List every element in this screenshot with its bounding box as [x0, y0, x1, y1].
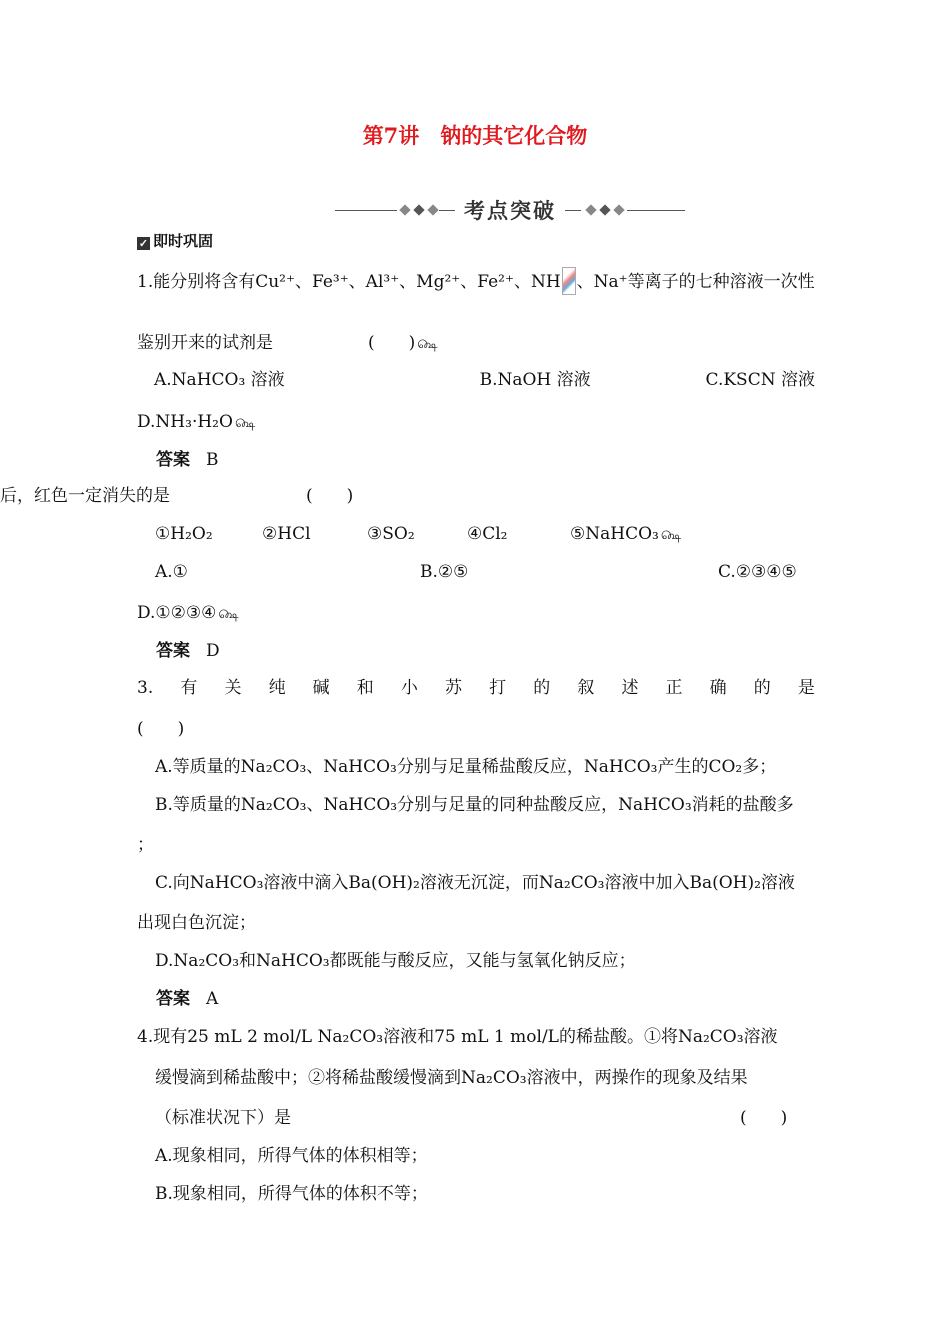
q3-option-d: D.Na₂CO₃和NaHCO₃都既能与酸反应，又能与氢氧化钠反应； — [155, 951, 636, 971]
q3-word: 3. — [137, 678, 154, 698]
section-heading-text: 即时巩固 — [153, 232, 214, 250]
q1-stem-text: 鉴别开来的试剂是 — [137, 333, 273, 353]
banner-right-line — [627, 210, 685, 211]
answer-label: 答案 — [156, 641, 190, 661]
banner-left-line — [335, 210, 397, 211]
q3-word: 小 — [400, 678, 418, 698]
snail-icon: ௸ — [660, 528, 682, 543]
q3-word: 确 — [709, 678, 727, 698]
q3-word: 的 — [533, 678, 551, 698]
q1-answer — [156, 448, 219, 472]
q4-option-a: A.现象相同，所得气体的体积相等； — [155, 1146, 428, 1166]
q1-line1-text: 1.能分别将含有Cu²⁺、Fe³⁺、Al³⁺、Mg²⁺、Fe²⁺、NH — [137, 272, 561, 292]
q2-option-b: B.②⑤ — [420, 562, 469, 582]
diamond-icon — [613, 204, 624, 215]
diamond-icon — [413, 204, 424, 215]
checkbox-icon: ✓ — [138, 237, 149, 250]
q2-answer — [156, 639, 220, 663]
answer-label: 答案 — [156, 989, 190, 1009]
q3-word: 苏 — [445, 678, 462, 698]
q2-item-1: ①H₂O₂ — [155, 524, 213, 544]
q1-paren — [368, 331, 438, 357]
q3-answer — [156, 987, 218, 1011]
q2-item-5-text: ⑤NaHCO₃ — [570, 524, 659, 544]
q1-option-d — [137, 410, 255, 436]
q3-word: 纯 — [268, 678, 286, 698]
q2-option-d-text: D.①②③④ — [137, 603, 217, 623]
diamond-icon — [427, 204, 438, 215]
snail-icon: ௸ — [417, 337, 438, 352]
q1-option-c: C.KSCN 溶液 — [705, 370, 815, 390]
q3-word: 碱 — [312, 678, 330, 698]
q3-word: 有 — [180, 678, 198, 698]
answer-value: D — [206, 641, 220, 661]
q1-line1-end: 、Na⁺等离子的七种溶液一次性 — [576, 272, 815, 292]
q1-option-d-text: D.NH₃·H₂O — [137, 412, 233, 432]
section-banner — [335, 196, 685, 226]
q3-word: 关 — [224, 678, 242, 698]
snail-icon: ௸ — [218, 607, 239, 622]
q2-option-c: C.②③④⑤ — [718, 562, 797, 582]
q1-option-a: A.NaHCO₃ 溶液 — [154, 370, 285, 390]
q3-paren: ( ) — [137, 719, 185, 739]
q2-option-a: A.① — [155, 562, 188, 582]
q3-option-a: A.等质量的Na₂CO₃、NaHCO₃分别与足量稀盐酸反应，NaHCO₃产生的CO₂多； — [155, 757, 777, 777]
q1-stem — [137, 331, 273, 355]
q2-stem-text: 后，红色一定消失的是 — [0, 486, 170, 506]
q3-word: 的 — [753, 678, 771, 698]
banner-text: 考点突破 — [464, 198, 556, 223]
q2-item-5 — [570, 522, 681, 548]
answer-label: 答案 — [156, 450, 190, 470]
diamond-icon — [399, 204, 410, 215]
section-heading — [137, 231, 213, 251]
q3-stem — [137, 676, 815, 700]
q4-paren: ( ) — [740, 1108, 788, 1128]
q4-line2: 缓慢滴到稀盐酸中；②将稀盐酸缓慢滴到Na₂CO₃溶液中，两操作的现象及结果 — [155, 1068, 748, 1088]
diamond-icon — [585, 204, 596, 215]
banner-left-line-short — [439, 210, 455, 211]
q3-word: 和 — [356, 678, 374, 698]
q1-line1 — [137, 267, 815, 295]
q1-paren-text: ( ) — [368, 333, 416, 353]
q3-word: 是 — [797, 678, 815, 698]
q3-option-b: B.等质量的Na₂CO₃、NaHCO₃分别与足量的同种盐酸反应，NaHCO₃消耗的盐酸多 — [155, 795, 794, 815]
q2-item-3: ③SO₂ — [367, 524, 415, 544]
diamond-icon — [599, 204, 610, 215]
snail-icon: ௸ — [234, 416, 256, 431]
q2-item-2: ②HCl — [262, 524, 311, 544]
q3-option-c: C.向NaHCO₃溶液中滴入Ba(OH)₂溶液无沉淀，而Na₂CO₃溶液中加入Ba(OH)₂溶液 — [155, 873, 795, 893]
banner-right-line-short — [565, 210, 581, 211]
q4-line3: （标准状况下）是 — [155, 1108, 291, 1128]
q3-word: 打 — [489, 678, 507, 698]
q4-option-b: B.现象相同，所得气体的体积不等； — [155, 1184, 428, 1204]
q3-word: 述 — [621, 678, 639, 698]
q3-word: 叙 — [577, 678, 595, 698]
q1-option-b: B.NaOH 溶液 — [479, 370, 591, 390]
q3-option-b-cont: ； — [137, 835, 154, 855]
q1-options — [137, 368, 815, 392]
q2-stem — [0, 484, 170, 508]
q4-line1: 4.现有25 mL 2 mol/L Na₂CO₃溶液和75 mL 1 mol/L的稀盐酸。①将Na₂CO₃溶液 — [137, 1027, 778, 1047]
broken-image-icon — [562, 267, 576, 295]
page-title: 第7讲 钠的其它化合物 — [362, 123, 588, 148]
q2-option-d — [137, 601, 239, 627]
q2-item-4: ④Cl₂ — [467, 524, 508, 544]
q2-paren: ( ) — [306, 486, 354, 506]
q3-option-c-cont: 出现白色沉淀； — [137, 913, 256, 933]
q3-word: 正 — [665, 678, 683, 698]
answer-value: B — [206, 450, 219, 470]
answer-value: A — [206, 989, 219, 1009]
